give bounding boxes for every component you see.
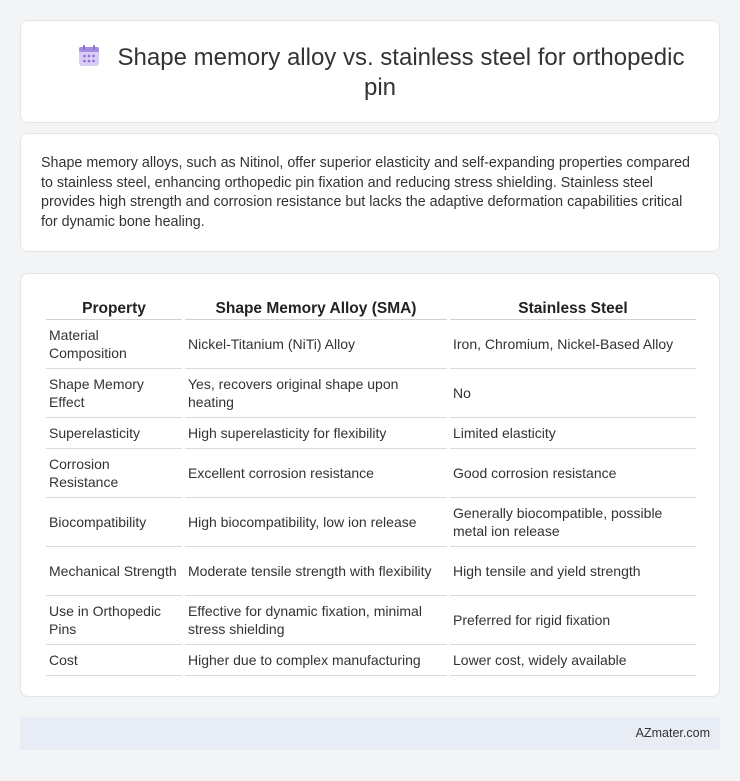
cell-stainless: Lower cost, widely available (450, 645, 696, 676)
table-row (46, 320, 696, 369)
page-title: Shape memory alloy vs. stainless steel for orthopedic pin (117, 44, 685, 101)
cell-property: Shape Memory Effect (46, 369, 182, 418)
cell-stainless: Limited elasticity (450, 418, 696, 449)
calendar-icon (76, 43, 102, 69)
cell-sma: Higher due to complex manufacturing (185, 645, 447, 676)
cell-property: Mechanical Strength (46, 547, 182, 596)
cell-property: Corrosion Resistance (46, 449, 182, 498)
table-row (46, 498, 696, 547)
cell-property: Superelasticity (46, 418, 182, 449)
cell-sma: Moderate tensile strength with flexibility (185, 547, 447, 596)
title-wrap (61, 43, 699, 103)
column-header-sma: Shape Memory Alloy (SMA) (185, 294, 447, 320)
cell-stainless: High tensile and yield strength (450, 547, 696, 596)
cell-sma: Nickel-Titanium (NiTi) Alloy (185, 320, 447, 369)
table-row (46, 449, 696, 498)
table-row (46, 547, 696, 596)
title-card (20, 20, 720, 123)
cell-stainless: Preferred for rigid fixation (450, 596, 696, 645)
cell-property: Material Composition (46, 320, 182, 369)
summary-card (20, 133, 720, 252)
table-row (46, 645, 696, 676)
table-row (46, 418, 696, 449)
cell-property: Cost (46, 645, 182, 676)
cell-sma: Excellent corrosion resistance (185, 449, 447, 498)
summary-paragraph: Shape memory alloys, such as Nitinol, offer superior elasticity and self-expanding properties compared to stainless steel, enhancing orthopedic pin fixation and reducing stress shielding. Stainless steel provides high strength and corrosion resistance but lacks the adaptive deformation capabilities critical for dynamic bone healing. (41, 155, 690, 230)
comparison-table (43, 294, 699, 676)
comparison-card (20, 273, 720, 697)
cell-stainless: Good corrosion resistance (450, 449, 696, 498)
cell-property: Biocompatibility (46, 498, 182, 547)
footer-brand: AZmater.com (635, 726, 710, 740)
cell-sma: High superelasticity for flexibility (185, 418, 447, 449)
cell-stainless: Generally biocompatible, possible metal ion release (450, 498, 696, 547)
table-row (46, 369, 696, 418)
cell-stainless: Iron, Chromium, Nickel-Based Alloy (450, 320, 696, 369)
cell-sma: Effective for dynamic fixation, minimal stress shielding (185, 596, 447, 645)
cell-sma: Yes, recovers original shape upon heating (185, 369, 447, 418)
cell-property: Use in Orthopedic Pins (46, 596, 182, 645)
cell-sma: High biocompatibility, low ion release (185, 498, 447, 547)
column-header-property: Property (46, 294, 182, 320)
table-header-row (46, 294, 696, 320)
column-header-stainless: Stainless Steel (450, 294, 696, 320)
cell-stainless: No (450, 369, 696, 418)
table-row (46, 596, 696, 645)
footer-bar (20, 717, 720, 750)
